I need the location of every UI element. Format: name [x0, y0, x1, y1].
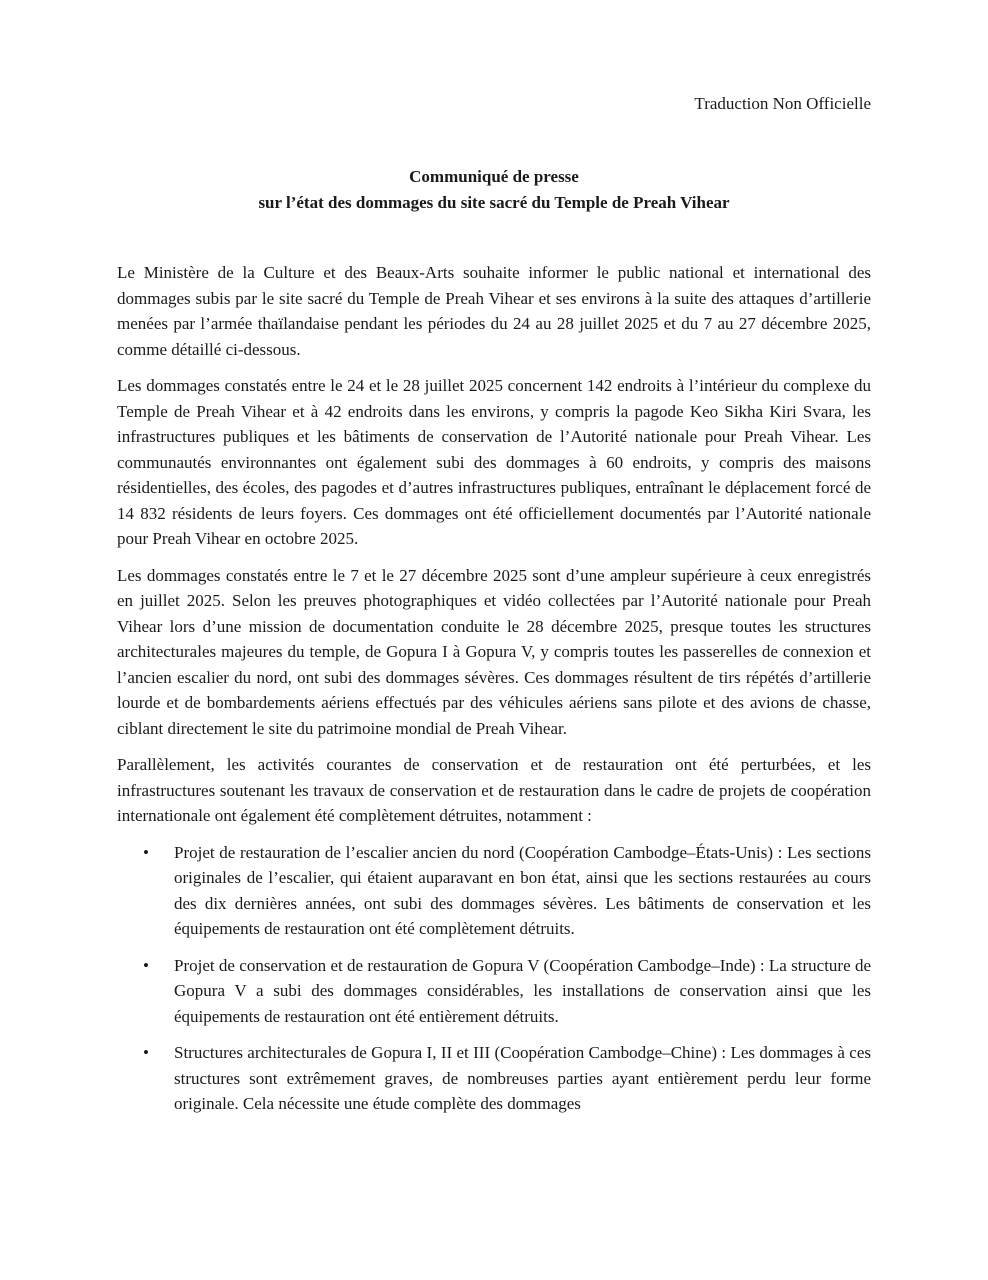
paragraph-conservation: Parallèlement, les activités courantes de conservation et de restauration ont été perturbées, et les infrastructures soutenant les travaux de conservation et de restauration dans le cadre de projets de coopération internationale ont également été complètement détruites, notamment : [117, 755, 871, 825]
document-body [117, 260, 871, 1128]
title-line-2: sur l’état des dommages du site sacré du Temple de Preah Vihear [258, 193, 730, 212]
project-list [117, 840, 871, 1117]
bullet-icon: • [143, 1043, 149, 1062]
paragraph-july-damage: Les dommages constatés entre le 24 et le 28 juillet 2025 concernent 142 endroits à l’intérieur du complexe du Temple de Preah Vihear et à 42 endroits dans les environs, y compris la pagode Keo Sikha Kiri Svara, les infrastructures publiques et les bâtiments de conservation de l’Autorité nationale pour Preah Vihear. Les communautés environnantes ont également subi des dommages à 60 endroits, y compris des maisons résidentielles, des écoles, des pagodes et d’autres infrastructures publiques, entraînant le déplacement forcé de 14 832 résidents de leurs foyers. Ces dommages ont été officiellement documentés par l’Autorité nationale pour Preah Vihear en octobre 2025. [117, 376, 871, 548]
paragraph-intro: Le Ministère de la Culture et des Beaux-Arts souhaite informer le public national et international des dommages subis par le site sacré du Temple de Preah Vihear et ses environs à la suite des attaques d’artillerie menées par l’armée thaïlandaise pendant les périodes du 24 au 28 juillet 2025 et du 7 au 27 décembre 2025, comme détaillé ci-dessous. [117, 263, 871, 359]
list-item [117, 840, 871, 942]
list-item-text: Projet de conservation et de restauration de Gopura V (Coopération Cambodge–Inde) : La structure de Gopura V a subi des dommages considérables, les installations de conservation ainsi que les équipements de restauration ont été entièrement détruits. [174, 955, 871, 1026]
paragraph-december-damage: Les dommages constatés entre le 7 et le 27 décembre 2025 sont d’une ampleur supérieure à ceux enregistrés en juillet 2025. Selon les preuves photographiques et vidéo collectées par l’Autorité nationale pour Preah Vihear lors d’une mission de documentation conduite le 28 décembre 2025, presque toutes les structures architecturales majeures du temple, de Gopura I à Gopura V, y compris toutes les passerelles de connexion et l’ancien escalier du nord, ont subi des dommages sévères. Ces dommages résultent de tirs répétés d’artillerie lourde et de bombardements aériens effectués par des véhicules aériens sans pilote et des avions de chasse, ciblant directement le site du patrimoine mondial de Preah Vihear. [117, 565, 871, 738]
translation-notice: Traduction Non Officielle [694, 94, 871, 113]
bullet-icon: • [143, 955, 149, 975]
list-item-text: Projet de restauration de l’escalier ancien du nord (Coopération Cambodge–États-Unis) : Les sections originales de l’escalier, qui étaient auparavant en bon état, ainsi que les sections restaurées au cours des dix dernières années, ont subi des dommages sévères. Les bâtiments de conservation et les équipements de restauration ont été complètement détruits. [174, 842, 871, 938]
bullet-icon: • [143, 842, 149, 862]
list-item [117, 1040, 871, 1117]
document-title [0, 164, 988, 216]
list-item [117, 953, 871, 1030]
list-item-text: Structures architecturales de Gopura I, II et III (Coopération Cambodge–Chine) : Les dommages à ces structures sont extrêmement graves, de nombreuses parties ayant entièrement perdu leur forme originale. Cela nécessite une étude complète des dommages [174, 1043, 871, 1113]
title-line-1: Communiqué de presse [409, 167, 579, 186]
